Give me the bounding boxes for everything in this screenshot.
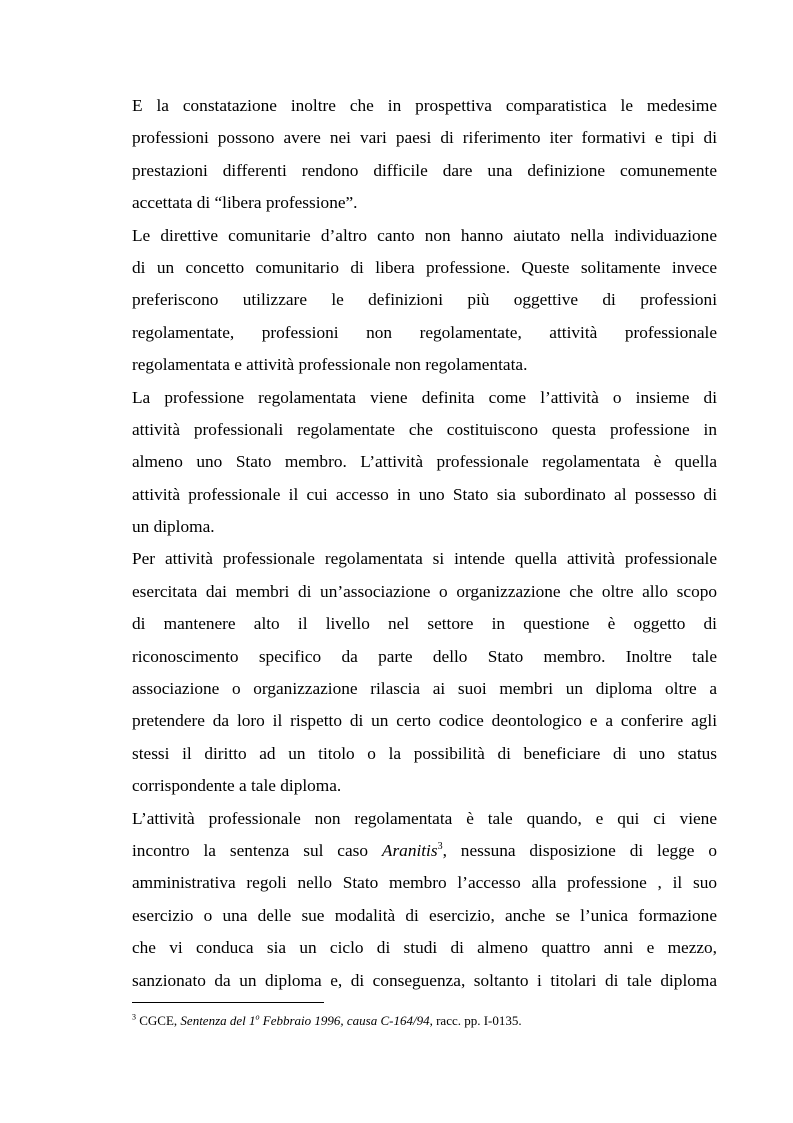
text-line: professioni possono avere nei vari paesi di riferimento iter formativi e tipi di (132, 128, 717, 148)
text-line: La professione regolamentata viene definita come l’attività o insieme di (132, 387, 717, 407)
text-line: Per attività professionale regolamentata si intende quella attività professionale (132, 549, 717, 569)
footnote-citation-part: Sentenza del 1 (180, 1013, 256, 1028)
text-line: di un concetto comunitario di libera professione. Queste solitamente invece (132, 257, 717, 277)
footnote (132, 1012, 717, 1030)
text-line: regolamentate, professioni non regolamentate, attività professionale (132, 322, 717, 342)
text-line: almeno uno Stato membro. L’attività professionale regolamentata è quella (132, 452, 717, 472)
text-line: Le direttive comunitarie d’altro canto non hanno aiutato nella individuazione (132, 225, 717, 245)
text-line: pretendere da loro il rispetto di un certo codice deontologico e a conferire agli (132, 711, 717, 731)
footnote-text: , racc. pp. I-0135. (429, 1013, 522, 1028)
text-line: sanzionato da un diploma e, di conseguenza, soltanto i titolari di tale diploma (132, 970, 717, 990)
text-line: esercitata dai membri di un’associazione o organizzazione che oltre allo scopo (132, 581, 717, 601)
text-line: esercizio o una delle sue modalità di esercizio, anche se l’unica formazione (132, 905, 717, 925)
footnote-degree: o (255, 1012, 260, 1022)
text-line: che vi conduca sia un ciclo di studi di almeno quattro anni e mezzo, (132, 938, 717, 958)
footnote-reference[interactable]: 3 (437, 841, 443, 853)
text-line: amministrativa regoli nello Stato membro l’accesso alla professione , il suo (132, 873, 717, 893)
text-line: associazione o organizzazione rilascia ai suoi membri un diploma oltre a (132, 679, 717, 699)
text-line: attività professionale il cui accesso in uno Stato sia subordinato al possesso di (132, 484, 717, 504)
text-line: di mantenere alto il livello nel settore in questione è oggetto di (132, 614, 717, 634)
text-line: accettata di “libera professione”. (132, 193, 358, 213)
text-line: regolamentata e attività professionale non regolamentata. (132, 355, 528, 375)
footnote-number: 3 (132, 1012, 136, 1022)
case-name: Aranitis (381, 840, 438, 860)
text-line-with-footnote (132, 835, 717, 867)
document-body (132, 90, 717, 997)
text-line: un diploma. (132, 517, 215, 537)
text-segment: , nessuna disposizione di legge o (442, 840, 717, 860)
text-line: preferiscono utilizzare le definizioni più oggettive di professioni (132, 290, 717, 310)
text-line: attività professionali regolamentate che costituiscono questa professione in (132, 419, 717, 439)
footnote-separator (132, 1002, 324, 1003)
footnote-citation-part: Febbraio 1996, causa C-164/94 (259, 1013, 430, 1028)
text-line: stessi il diritto ad un titolo o la possibilità di beneficiare di uno status (132, 743, 717, 763)
text-line: E la constatazione inoltre che in prospettiva comparatistica le medesime (132, 96, 717, 115)
text-line: riconoscimento specifico da parte dello Stato membro. Inoltre tale (132, 646, 717, 666)
text-segment: incontro la sentenza sul caso (132, 840, 382, 860)
text-line: L’attività professionale non regolamentata è tale quando, e qui ci viene (132, 808, 717, 828)
footnote-citation (180, 1013, 429, 1028)
footnote-text: CGCE, (136, 1013, 181, 1028)
text-line: prestazioni differenti rendono difficile dare una definizione comunemente (132, 160, 717, 180)
text-line: corrispondente a tale diploma. (132, 776, 342, 796)
